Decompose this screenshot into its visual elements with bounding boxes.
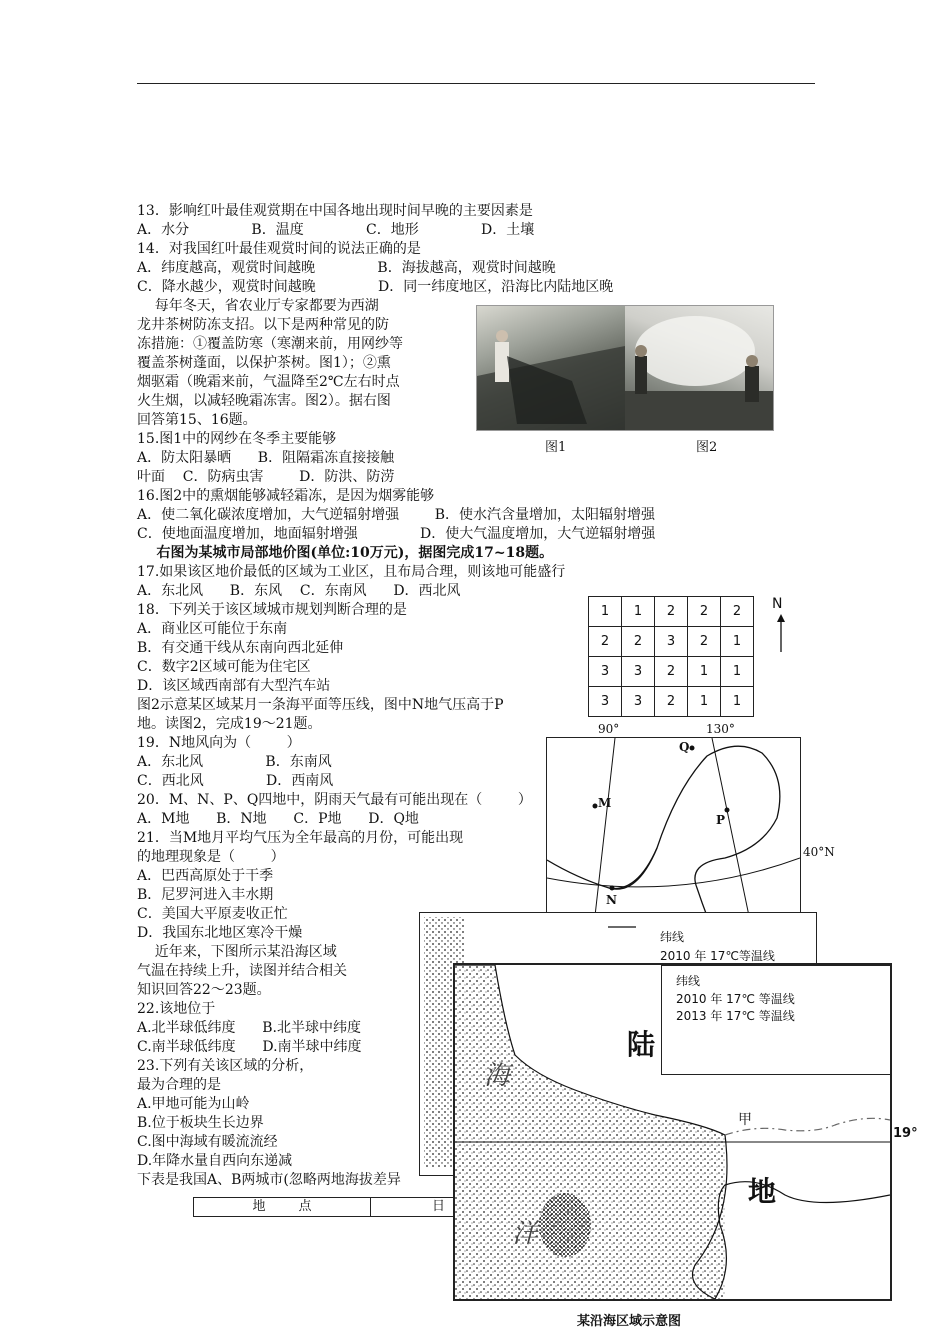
q21-option-c: C．美国大平原麦收正忙 — [137, 906, 288, 922]
q16-options-ab: A．使二氧化碳浓度增加，大气逆辐射增强 B．使水汽含量增加，太阳辐射增强 — [137, 507, 655, 523]
q19-options: C．西北风 D．西南风 — [137, 773, 334, 789]
table-header-day: 日 — [432, 1199, 446, 1214]
coast-map — [453, 963, 892, 1301]
table-header-place: 地 点 — [194, 1198, 371, 1216]
lon-130-label: 130° — [706, 722, 735, 736]
q22-intro: 气温在持续上升，读图并结合相关 — [137, 963, 347, 979]
grid-cell: 2 — [655, 597, 688, 627]
grid-cell: 1 — [721, 627, 754, 657]
grid-cell: 2 — [622, 627, 655, 657]
coast-map-caption: 某沿海区域示意图 — [577, 1314, 682, 1329]
q23-option-d: D.年降水量自西向东递减 — [137, 1153, 293, 1169]
grid-cell: 2 — [655, 687, 688, 717]
q17-options: A．东北风 B．东风 C．东南风 D．西北风 — [137, 583, 461, 599]
q21-option-b: B．尼罗河进入丰水期 — [137, 887, 274, 903]
q20-stem: 20．M、N、P、Q四地中，阴雨天气最有可能出现在（ ） — [137, 792, 532, 808]
point-p-label: P — [716, 813, 726, 827]
photo-net-cover — [477, 306, 625, 430]
point-n-label: N — [606, 893, 617, 907]
q13-options: A．水分 B．温度 C．地形 D．土壤 — [137, 222, 535, 238]
q19-stem: 19．N地风向为（ ） — [137, 735, 301, 751]
label-sea1: 海 — [484, 1061, 511, 1091]
back-legend-latline: 纬线 — [660, 930, 685, 944]
q18-stem: 18．下列关于该区域城市规划判断合理的是 — [137, 602, 407, 618]
q22-intro: 近年来，下图所示某沿海区域 — [137, 944, 337, 960]
label-jia: 甲 — [738, 1112, 752, 1128]
photo-smoke — [625, 306, 773, 430]
label-sea2: 洋 — [512, 1219, 539, 1249]
legend-iso2010: 2010 年 17℃ 等温线 — [676, 992, 795, 1006]
q19-options: A．东北风 B．东南风 — [137, 754, 332, 770]
q13-stem: 13．影响红叶最佳观赏期在中国各地出现时间早晚的主要因素是 — [137, 203, 533, 219]
grid-row — [589, 627, 754, 657]
label-land2: 地 — [748, 1175, 777, 1208]
north-arrow-icon — [775, 612, 787, 654]
legend-iso2013: 2013 年 17℃ 等温线 — [676, 1009, 795, 1023]
legend-latline: 纬线 — [676, 974, 701, 988]
header-rule — [137, 83, 815, 84]
q15-stem: 15.图1中的网纱在冬季主要能够 — [137, 431, 337, 447]
q16-options-cd: C．使地面温度增加，地面辐射增强 D．使大气温度增加，大气逆辐射增强 — [137, 526, 656, 542]
north-label: N — [772, 596, 783, 612]
figure1-caption: 图1 — [545, 440, 567, 455]
grid-cell: 1 — [622, 597, 655, 627]
q18-option-c: C．数字2区域可能为住宅区 — [137, 659, 311, 675]
q18-option-a: A．商业区可能位于东南 — [137, 621, 288, 637]
grid-cell: 3 — [622, 657, 655, 687]
q21-option-a: A．巴西高原处于干季 — [137, 868, 274, 884]
point-m-label: M — [598, 796, 612, 810]
passage-line: 龙井茶树防冻支招。以下是两种常见的防 — [137, 317, 389, 333]
q18-option-b: B．有交通干线从东南向西北延伸 — [137, 640, 344, 656]
tea-frost-photos — [476, 305, 774, 431]
passage-line: 覆盖茶树蓬面，以保护茶树。图1）；②熏 — [137, 355, 391, 371]
grid-cell: 2 — [589, 627, 622, 657]
city-table — [193, 1197, 455, 1217]
q17-intro: 右图为某城市局部地价图(单位:10万元)，据图完成17~18题。 — [137, 545, 554, 561]
point-q-label: Q — [679, 740, 690, 754]
map-legend — [661, 965, 891, 1075]
q19-intro: 地。读图2，完成19～21题。 — [137, 716, 322, 732]
q21-stem: 21．当M地月平均气压为全年最高的月份，可能出现 — [137, 830, 464, 846]
q22-stem: 22.该地位于 — [137, 1001, 216, 1017]
q22-options: C.南半球低纬度 D.南半球中纬度 — [137, 1039, 362, 1055]
land-price-grid — [588, 596, 754, 717]
label-land1: 陆 — [627, 1028, 656, 1061]
q17-stem: 17.如果该区地价最低的区域为工业区，且布局合理，则该地可能盛行 — [137, 564, 566, 580]
passage-line: 冻措施：①覆盖防寒（寒潮来前，用网纱等 — [137, 336, 403, 352]
q23-stem: 最为合理的是 — [137, 1077, 221, 1093]
grid-cell: 2 — [688, 597, 721, 627]
grid-cell: 1 — [721, 687, 754, 717]
q19-intro: 图2示意某区域某月一条海平面等压线，图中N地气压高于P — [137, 697, 504, 713]
grid-row — [589, 687, 754, 717]
grid-row — [589, 657, 754, 687]
q23-option-a: A.甲地可能为山岭 — [137, 1096, 250, 1112]
passage-line: 每年冬天，省农业厅专家都要为西湖 — [137, 298, 379, 314]
grid-cell: 3 — [622, 687, 655, 717]
q15-options: 叶面 C．防病虫害 D．防洪、防涝 — [137, 469, 395, 485]
table-intro: 下表是我国A、B两城市(忽略两地海拔差异 — [137, 1172, 401, 1188]
grid-cell: 3 — [589, 657, 622, 687]
q23-stem: 23.下列有关该区域的分析， — [137, 1058, 314, 1074]
q18-option-d: D．该区域西南部有大型汽车站 — [137, 678, 331, 694]
q14-options-cd: C．降水越少，观赏时间越晚 D．同一纬度地区，沿海比内陆地区晚 — [137, 279, 614, 295]
lat-40n-label: 40°N — [803, 845, 835, 859]
passage-line: 烟驱霜（晚霜来前，气温降至2℃左右时点 — [137, 374, 400, 390]
grid-cell: 2 — [721, 597, 754, 627]
grid-cell: 1 — [589, 597, 622, 627]
grid-cell: 1 — [688, 657, 721, 687]
q16-stem: 16.图2中的熏烟能够减轻霜冻，是因为烟雾能够 — [137, 488, 435, 504]
q23-option-c: C.图中海域有暖流流经 — [137, 1134, 278, 1150]
passage-line: 火生烟，以减轻晚霜冻害。图2）。据右图 — [137, 393, 391, 409]
figure2-caption: 图2 — [696, 440, 718, 455]
q22-intro: 知识回答22～23题。 — [137, 982, 271, 998]
q21-option-d: D．我国东北地区寒冷干燥 — [137, 925, 303, 941]
label-lat-19: 19° — [893, 1126, 918, 1141]
q15-options: A．防太阳暴晒 B．阻隔霜冻直接接触 — [137, 450, 395, 466]
grid-cell: 1 — [688, 687, 721, 717]
grid-cell: 2 — [688, 627, 721, 657]
q14-stem: 14．对我国红叶最佳观赏时间的说法正确的是 — [137, 241, 421, 257]
grid-cell: 3 — [655, 627, 688, 657]
grid-cell: 1 — [721, 657, 754, 687]
q20-options: A．M地 B．N地 C．P地 D．Q地 — [137, 811, 419, 827]
q21-stem: 的地理现象是（ ） — [137, 849, 285, 865]
isobar-map — [546, 737, 801, 917]
grid-cell: 3 — [589, 687, 622, 717]
passage-line: 回答第15、16题。 — [137, 412, 257, 428]
q23-option-b: B.位于板块生长边界 — [137, 1115, 264, 1131]
grid-row — [589, 597, 754, 627]
back-legend-iso2010: 2010 年 17℃等温线 — [660, 949, 775, 963]
q22-options: A.北半球低纬度 B.北半球中纬度 — [137, 1020, 361, 1036]
q14-options-ab: A．纬度越高，观赏时间越晚 B．海拔越高，观赏时间越晚 — [137, 260, 556, 276]
grid-cell: 2 — [655, 657, 688, 687]
lon-90-label: 90° — [598, 722, 620, 736]
